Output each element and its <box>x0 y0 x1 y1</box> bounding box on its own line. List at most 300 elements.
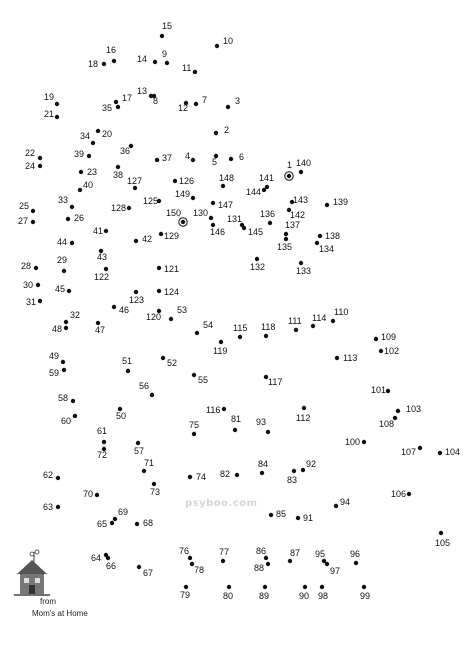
dot-point[interactable] <box>55 102 59 106</box>
dot-55[interactable] <box>192 373 208 385</box>
dot-123[interactable] <box>129 290 144 305</box>
dot-point[interactable] <box>165 61 169 65</box>
dot-point[interactable] <box>193 70 197 74</box>
dot-point[interactable] <box>284 237 288 241</box>
dot-21[interactable] <box>44 109 59 119</box>
dot-point[interactable] <box>95 493 99 497</box>
dot-point[interactable] <box>38 156 42 160</box>
dot-138[interactable] <box>318 231 340 241</box>
dot-5[interactable] <box>212 154 218 167</box>
dot-83[interactable] <box>287 469 297 485</box>
dot-number: 50 <box>116 411 127 421</box>
dot-point[interactable] <box>133 186 137 190</box>
dot-point[interactable] <box>439 531 443 535</box>
dot-12[interactable] <box>178 101 188 113</box>
dot-68[interactable] <box>135 518 153 528</box>
dot-112[interactable] <box>296 406 310 423</box>
dot-13[interactable] <box>137 86 153 98</box>
dot-point[interactable] <box>287 174 291 178</box>
dot-111[interactable] <box>288 316 302 332</box>
dot-70[interactable] <box>83 489 99 499</box>
dot-52[interactable] <box>161 356 177 368</box>
dot-132[interactable] <box>250 257 265 272</box>
dot-124[interactable] <box>157 287 179 297</box>
dot-92[interactable] <box>301 459 316 472</box>
dot-point[interactable] <box>266 430 270 434</box>
dot-56[interactable] <box>139 381 154 397</box>
dot-133[interactable] <box>296 261 311 276</box>
dot-point[interactable] <box>209 216 213 220</box>
dot-point[interactable] <box>284 232 288 236</box>
dot-point[interactable] <box>136 441 140 445</box>
dot-24[interactable] <box>25 161 42 171</box>
dot-number: 84 <box>258 459 269 469</box>
dot-143[interactable] <box>290 195 308 205</box>
dot-point[interactable] <box>38 164 42 168</box>
dot-point[interactable] <box>66 217 70 221</box>
dot-point[interactable] <box>70 205 74 209</box>
dot-71[interactable] <box>142 458 154 473</box>
dot-142[interactable] <box>287 208 305 220</box>
dot-3[interactable] <box>226 96 240 109</box>
dot-116[interactable] <box>206 405 226 415</box>
dot-35[interactable] <box>102 103 120 113</box>
dot-51[interactable] <box>122 356 132 373</box>
dot-point[interactable] <box>301 468 305 472</box>
dot-point[interactable] <box>127 206 131 210</box>
dot-42[interactable] <box>134 234 152 244</box>
dot-point[interactable] <box>126 369 130 373</box>
dot-number: 145 <box>248 227 264 237</box>
dot-62[interactable] <box>43 470 60 480</box>
dot-101[interactable] <box>371 385 390 395</box>
dot-10[interactable] <box>215 36 233 48</box>
dot-point[interactable] <box>36 283 40 287</box>
dot-94[interactable] <box>334 497 350 508</box>
dot-point[interactable] <box>152 482 156 486</box>
dot-point[interactable] <box>155 158 159 162</box>
dot-96[interactable] <box>350 549 360 565</box>
dot-point[interactable] <box>226 105 230 109</box>
dot-145[interactable] <box>242 226 263 237</box>
dot-7[interactable] <box>194 95 207 106</box>
dot-106[interactable] <box>391 489 411 499</box>
dot-point[interactable] <box>116 165 120 169</box>
dot-39[interactable] <box>74 149 91 159</box>
dot-89[interactable] <box>259 585 269 601</box>
dot-number: 129 <box>164 231 180 241</box>
dot-point[interactable] <box>292 469 296 473</box>
dot-number: 104 <box>445 447 461 457</box>
dot-point[interactable] <box>296 516 300 520</box>
dot-point[interactable] <box>173 179 177 183</box>
dot-102[interactable] <box>379 346 399 356</box>
dot-126[interactable] <box>173 176 194 186</box>
dot-point[interactable] <box>379 349 383 353</box>
dot-130[interactable] <box>193 208 213 220</box>
dot-76[interactable] <box>179 546 192 560</box>
dot-46[interactable] <box>112 305 129 315</box>
dot-74[interactable] <box>188 472 206 482</box>
dot-128[interactable] <box>111 203 131 213</box>
dot-point[interactable] <box>135 522 139 526</box>
dot-11[interactable] <box>182 63 197 74</box>
dot-131[interactable] <box>227 214 244 227</box>
dot-point[interactable] <box>325 203 329 207</box>
dot-36[interactable] <box>120 144 133 156</box>
dot-49[interactable] <box>49 351 65 364</box>
dot-22[interactable] <box>25 148 42 160</box>
dot-point[interactable] <box>269 513 273 517</box>
dot-point[interactable] <box>191 158 195 162</box>
dot-point[interactable] <box>331 319 335 323</box>
dot-point[interactable] <box>233 428 237 432</box>
dot-6[interactable] <box>229 152 244 162</box>
dot-point[interactable] <box>87 154 91 158</box>
dot-59[interactable] <box>49 368 66 378</box>
dot-86[interactable] <box>256 546 268 560</box>
dot-point[interactable] <box>318 234 322 238</box>
dot-point[interactable] <box>262 188 266 192</box>
dot-point[interactable] <box>157 289 161 293</box>
dot-34[interactable] <box>80 131 95 145</box>
dot-point[interactable] <box>160 34 164 38</box>
dot-118[interactable] <box>261 322 275 338</box>
dot-99[interactable] <box>360 585 370 601</box>
dot-2[interactable] <box>214 125 229 135</box>
dot-point[interactable] <box>227 585 231 589</box>
dot-14[interactable] <box>137 54 157 64</box>
dot-61[interactable] <box>97 426 107 444</box>
dot-82[interactable] <box>220 469 239 479</box>
dot-104[interactable] <box>438 447 460 457</box>
dot-point[interactable] <box>362 585 366 589</box>
dot-point[interactable] <box>62 269 66 273</box>
dot-number: 11 <box>182 63 192 73</box>
dot-point[interactable] <box>55 115 59 119</box>
dot-90[interactable] <box>299 585 309 601</box>
dot-15[interactable] <box>160 21 172 38</box>
dot-43[interactable] <box>97 249 107 262</box>
dot-number: 1 <box>287 160 293 170</box>
dot-point[interactable] <box>195 331 199 335</box>
dot-19[interactable] <box>44 92 59 106</box>
dot-point[interactable] <box>229 157 233 161</box>
dot-125[interactable] <box>143 196 161 206</box>
dot-17[interactable] <box>114 93 132 104</box>
dot-149[interactable] <box>175 189 195 200</box>
dot-point[interactable] <box>294 328 298 332</box>
dot-80[interactable] <box>223 585 233 601</box>
dot-point[interactable] <box>150 393 154 397</box>
dot-40[interactable] <box>78 180 93 192</box>
dot-number: 109 <box>381 332 397 342</box>
dot-point[interactable] <box>157 266 161 270</box>
dot-point[interactable] <box>335 356 339 360</box>
dot-85[interactable] <box>269 509 286 519</box>
dot-number: 103 <box>406 404 422 414</box>
dot-91[interactable] <box>296 513 313 523</box>
dot-65[interactable] <box>97 519 114 529</box>
dot-45[interactable] <box>55 284 71 294</box>
dot-115[interactable] <box>233 323 247 339</box>
dot-18[interactable] <box>88 59 106 69</box>
dot-number: 119 <box>213 346 228 356</box>
dot-number: 64 <box>91 553 102 563</box>
dot-54[interactable] <box>195 320 213 335</box>
dot-134[interactable] <box>315 241 334 254</box>
dot-point[interactable] <box>112 59 116 63</box>
dot-47[interactable] <box>95 321 105 335</box>
dot-point[interactable] <box>102 62 106 66</box>
dot-point[interactable] <box>134 239 138 243</box>
dot-point[interactable] <box>159 232 163 236</box>
dot-33[interactable] <box>58 195 74 209</box>
dot-point[interactable] <box>102 440 106 444</box>
dot-number: 45 <box>55 284 66 294</box>
dot-number: 23 <box>87 167 98 177</box>
dot-120[interactable] <box>146 309 161 322</box>
dot-point[interactable] <box>438 451 442 455</box>
dot-109[interactable] <box>374 332 396 342</box>
dot-point[interactable] <box>73 414 77 418</box>
dot-4[interactable] <box>185 151 195 162</box>
dot-point[interactable] <box>106 556 110 560</box>
dot-number: 37 <box>162 153 173 163</box>
dot-121[interactable] <box>157 264 179 274</box>
dot-point[interactable] <box>407 492 411 496</box>
dot-140[interactable] <box>296 158 311 174</box>
dot-point[interactable] <box>188 556 192 560</box>
dot-point[interactable] <box>116 105 120 109</box>
dot-number: 85 <box>276 509 287 519</box>
dot-50[interactable] <box>116 407 126 421</box>
dot-108[interactable] <box>379 416 397 429</box>
dot-107[interactable] <box>401 446 422 457</box>
dot-point[interactable] <box>62 368 66 372</box>
dot-27[interactable] <box>18 216 35 226</box>
dot-point[interactable] <box>31 220 35 224</box>
dot-point[interactable] <box>221 184 225 188</box>
dot-point[interactable] <box>354 561 358 565</box>
dot-point[interactable] <box>221 559 225 563</box>
dot-point[interactable] <box>64 326 68 330</box>
dot-79[interactable] <box>180 585 190 600</box>
dot-point[interactable] <box>192 432 196 436</box>
dot-point[interactable] <box>149 94 153 98</box>
dot-point[interactable] <box>96 129 100 133</box>
dot-point[interactable] <box>260 471 264 475</box>
dot-25[interactable] <box>19 201 35 213</box>
dot-point[interactable] <box>161 356 165 360</box>
dot-number: 87 <box>290 548 301 558</box>
dot-87[interactable] <box>288 548 300 563</box>
dot-point[interactable] <box>325 562 329 566</box>
dot-75[interactable] <box>189 420 199 436</box>
dot-point[interactable] <box>303 585 307 589</box>
dot-point[interactable] <box>188 475 192 479</box>
dot-66[interactable] <box>106 556 116 571</box>
dot-57[interactable] <box>134 441 144 456</box>
dot-point[interactable] <box>137 565 141 569</box>
dot-135[interactable] <box>277 237 292 252</box>
dot-point[interactable] <box>374 337 378 341</box>
dot-148[interactable] <box>219 173 234 188</box>
dot-60[interactable] <box>61 414 77 426</box>
dot-point[interactable] <box>78 188 82 192</box>
dot-129[interactable] <box>159 231 179 241</box>
dot-38[interactable] <box>113 165 123 180</box>
dot-98[interactable] <box>318 585 328 601</box>
dot-number: 24 <box>25 161 36 171</box>
dot-95[interactable] <box>315 549 326 563</box>
dot-number: 48 <box>52 324 63 334</box>
dot-number: 111 <box>288 316 302 326</box>
dot-point[interactable] <box>219 340 223 344</box>
dot-58[interactable] <box>58 393 75 403</box>
dot-100[interactable] <box>345 437 366 447</box>
dot-point[interactable] <box>264 334 268 338</box>
dot-point[interactable] <box>215 44 219 48</box>
dot-32[interactable] <box>64 310 80 324</box>
dot-103[interactable] <box>396 404 421 414</box>
dot-88[interactable] <box>254 562 270 573</box>
dot-point[interactable] <box>255 257 259 261</box>
dot-26[interactable] <box>66 213 84 223</box>
dot-105[interactable] <box>435 531 450 548</box>
dot-point[interactable] <box>38 299 42 303</box>
dot-point[interactable] <box>70 241 74 245</box>
dot-point[interactable] <box>56 505 60 509</box>
dot-119[interactable] <box>213 340 227 356</box>
dot-114[interactable] <box>311 313 327 328</box>
dot-point[interactable] <box>418 446 422 450</box>
dot-point[interactable] <box>302 406 306 410</box>
dot-point[interactable] <box>192 373 196 377</box>
dot-point[interactable] <box>242 226 246 230</box>
dot-69[interactable] <box>113 507 128 521</box>
dot-point[interactable] <box>169 317 173 321</box>
dot-point[interactable] <box>263 585 267 589</box>
dot-150[interactable] <box>166 208 187 226</box>
dot-1[interactable] <box>285 160 293 180</box>
dot-30[interactable] <box>23 280 40 290</box>
dot-16[interactable] <box>106 45 116 63</box>
dot-point[interactable] <box>56 476 60 480</box>
dot-point[interactable] <box>79 170 83 174</box>
dot-29[interactable] <box>57 255 67 273</box>
dot-point[interactable] <box>67 289 71 293</box>
dot-point[interactable] <box>264 556 268 560</box>
dot-point[interactable] <box>114 100 118 104</box>
dot-point[interactable] <box>142 469 146 473</box>
dot-144[interactable] <box>246 187 266 197</box>
dot-point[interactable] <box>112 305 116 309</box>
dot-point[interactable] <box>104 229 108 233</box>
dot-139[interactable] <box>325 197 348 207</box>
dot-point[interactable] <box>238 335 242 339</box>
dot-93[interactable] <box>256 417 270 434</box>
dot-23[interactable] <box>79 167 97 177</box>
dot-number: 136 <box>260 209 276 219</box>
dot-point[interactable] <box>194 102 198 106</box>
dot-41[interactable] <box>93 226 108 236</box>
dot-146[interactable] <box>210 223 225 237</box>
dot-number: 128 <box>111 203 127 213</box>
dot-point[interactable] <box>362 440 366 444</box>
dot-point[interactable] <box>235 473 239 477</box>
dot-point[interactable] <box>71 399 75 403</box>
dot-31[interactable] <box>26 297 42 307</box>
dot-point[interactable] <box>64 320 68 324</box>
dot-point[interactable] <box>184 585 188 589</box>
dot-84[interactable] <box>258 459 268 475</box>
dot-point[interactable] <box>320 585 324 589</box>
dot-point[interactable] <box>181 220 185 224</box>
dot-28[interactable] <box>21 261 38 271</box>
dot-127[interactable] <box>127 176 142 190</box>
dot-77[interactable] <box>219 547 229 563</box>
dot-9[interactable] <box>162 49 169 65</box>
dot-point[interactable] <box>268 221 272 225</box>
dot-72[interactable] <box>97 447 107 460</box>
dot-97[interactable] <box>325 562 340 576</box>
dot-37[interactable] <box>155 153 172 163</box>
dot-number: 67 <box>143 568 154 578</box>
dot-117[interactable] <box>264 375 283 387</box>
dot-point[interactable] <box>288 559 292 563</box>
dot-point[interactable] <box>386 389 390 393</box>
dot-81[interactable] <box>231 414 241 432</box>
dot-point[interactable] <box>311 324 315 328</box>
dot-point[interactable] <box>396 409 400 413</box>
dot-number: 9 <box>162 49 168 59</box>
dot-point[interactable] <box>211 201 215 205</box>
dot-point[interactable] <box>34 266 38 270</box>
dot-point[interactable] <box>91 141 95 145</box>
dot-point[interactable] <box>113 517 117 521</box>
dot-73[interactable] <box>150 482 160 497</box>
dot-110[interactable] <box>331 307 349 323</box>
dot-point[interactable] <box>153 60 157 64</box>
dot-20[interactable] <box>96 129 112 139</box>
dot-78[interactable] <box>190 562 204 575</box>
dot-113[interactable] <box>335 353 358 363</box>
dot-point[interactable] <box>110 521 114 525</box>
dot-point[interactable] <box>31 209 35 213</box>
dot-44[interactable] <box>57 237 74 247</box>
dot-67[interactable] <box>137 565 153 578</box>
dot-point[interactable] <box>266 562 270 566</box>
dot-point[interactable] <box>191 196 195 200</box>
dot-point[interactable] <box>334 504 338 508</box>
dot-53[interactable] <box>169 305 187 321</box>
dot-136[interactable] <box>260 209 275 225</box>
dot-137[interactable] <box>284 220 300 236</box>
dot-point[interactable] <box>299 261 303 265</box>
dot-147[interactable] <box>211 200 233 210</box>
dot-141[interactable] <box>259 173 274 189</box>
dot-122[interactable] <box>94 267 109 282</box>
dot-point[interactable] <box>222 407 226 411</box>
dot-48[interactable] <box>52 324 68 334</box>
dot-point[interactable] <box>299 170 303 174</box>
dot-63[interactable] <box>43 502 60 512</box>
dot-point[interactable] <box>134 290 138 294</box>
dot-point[interactable] <box>61 360 65 364</box>
dot-point[interactable] <box>214 131 218 135</box>
dot-point[interactable] <box>104 267 108 271</box>
